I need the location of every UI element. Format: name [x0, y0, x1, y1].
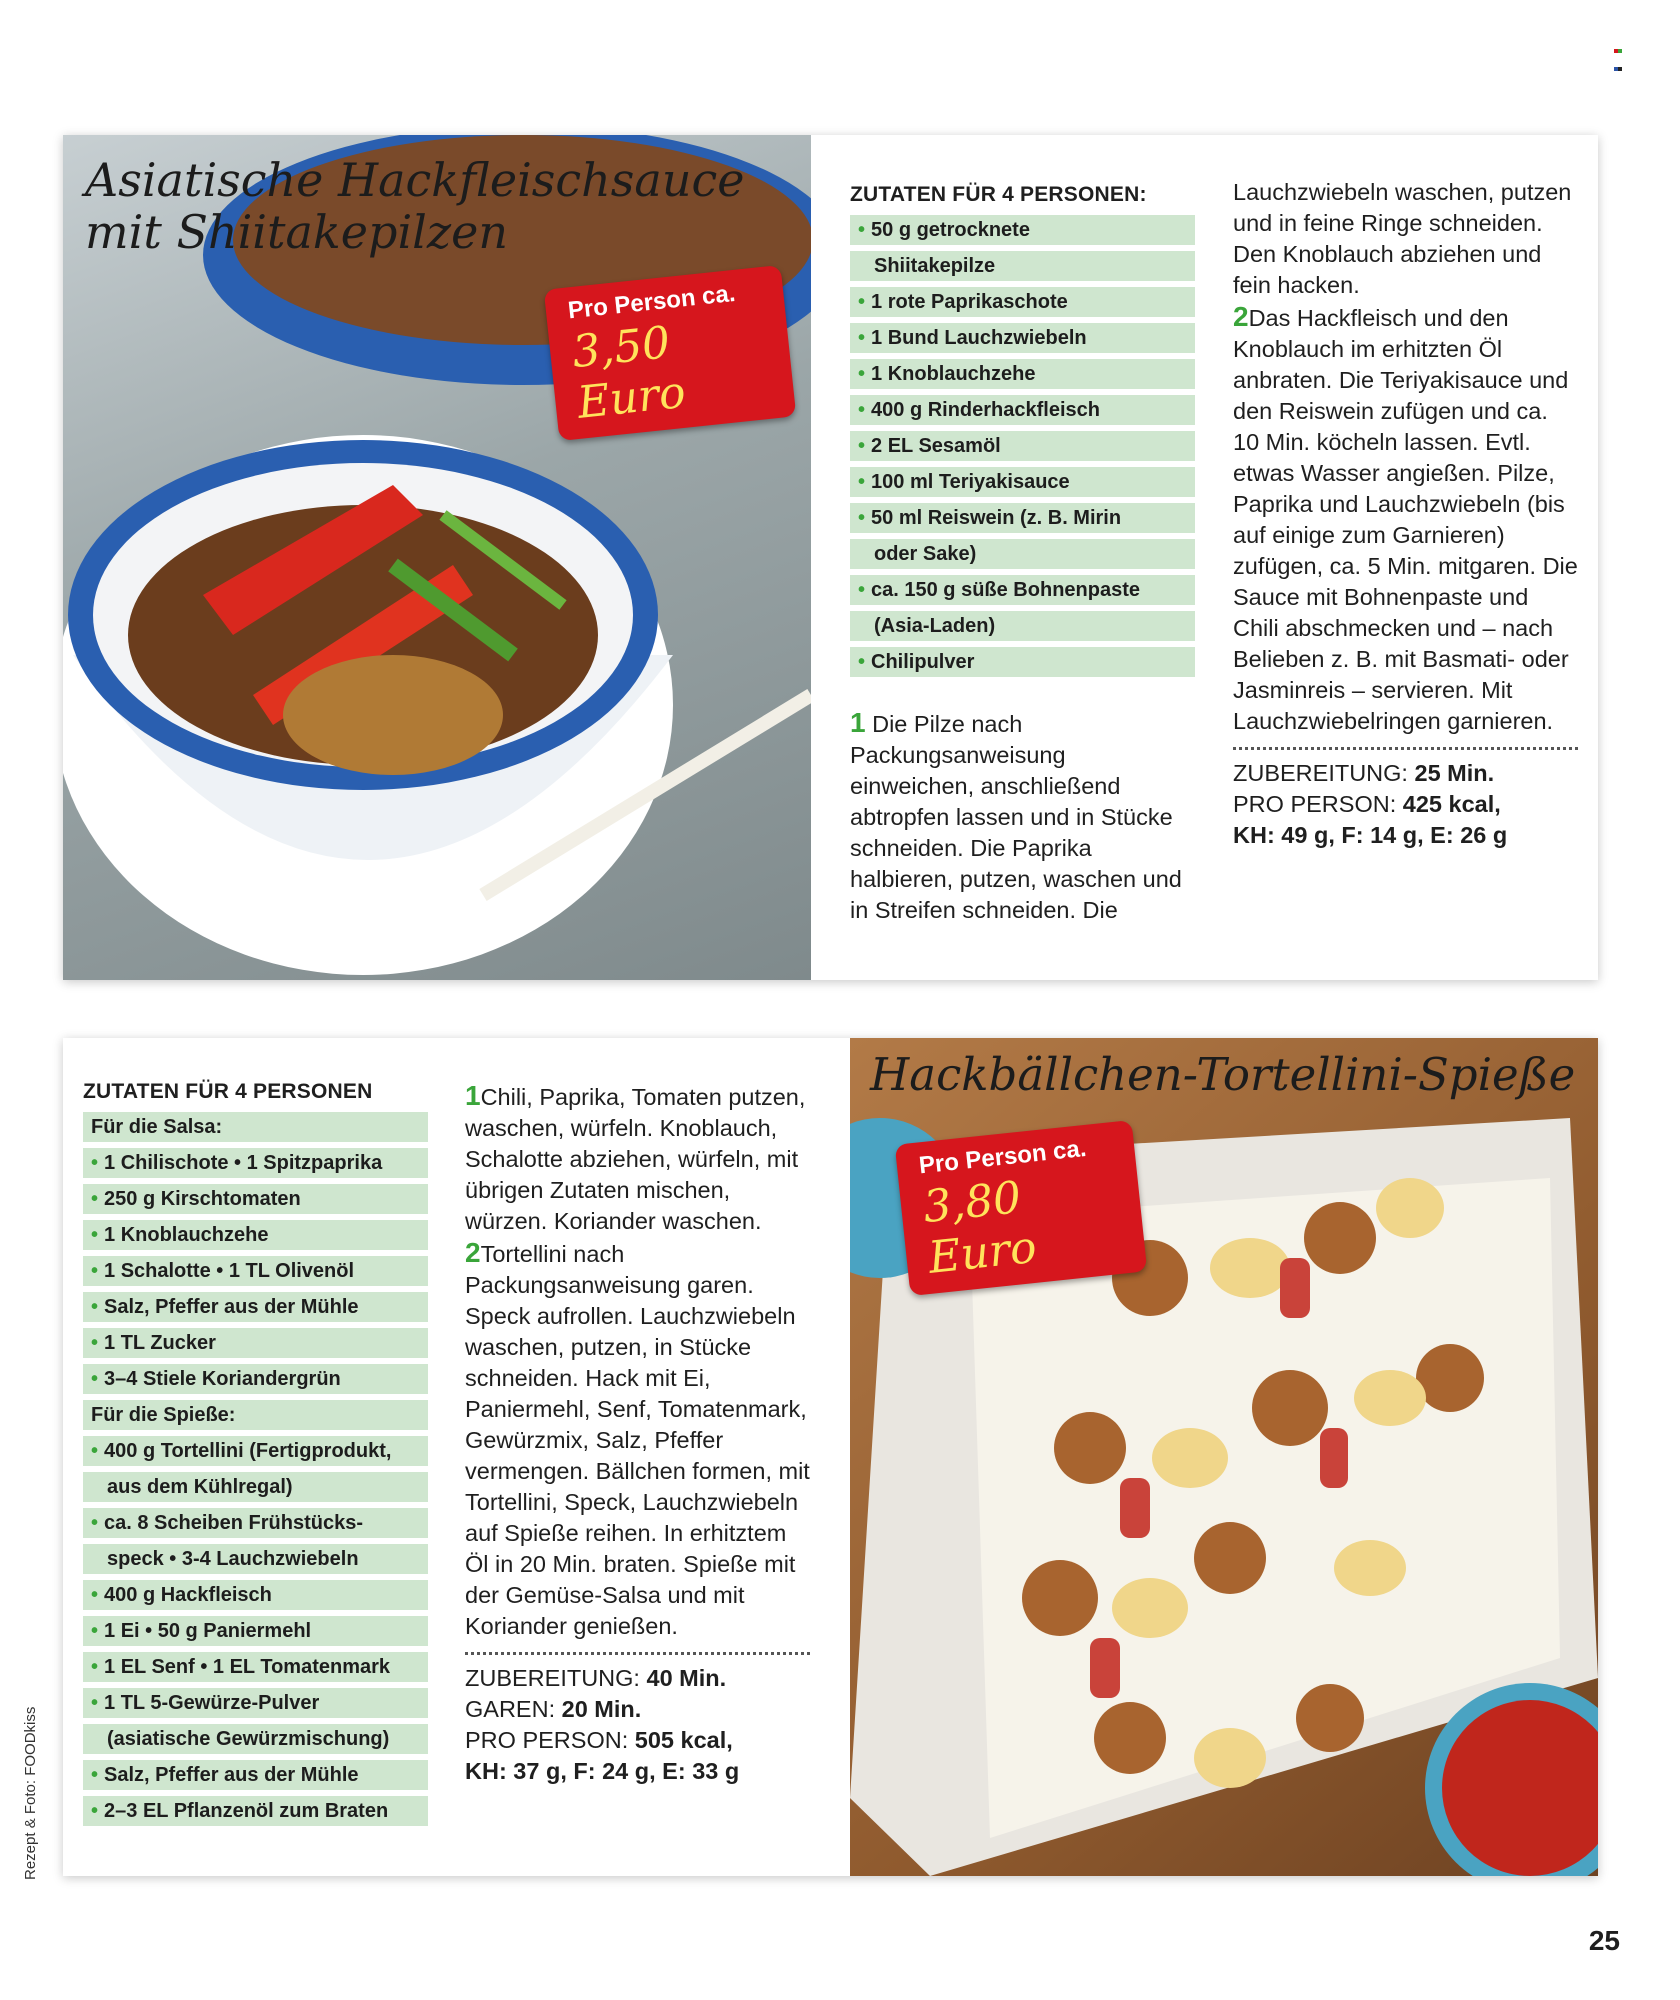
recipe-title-line1: Asiatische Hackfleischsauce: [85, 153, 745, 207]
ingredient-text: • 1 Knoblauchzehe: [871, 362, 1036, 385]
step-number: 1: [465, 1080, 481, 1111]
ingredient-item: [83, 1508, 428, 1538]
ingredients-subheading: [83, 1400, 428, 1430]
ingredient-text: (Asia-Laden): [874, 614, 996, 637]
step-text: Tortellini nach Packungsanweisung garen. Speck aufrollen. Lauchzwiebeln waschen, putzen, in Stücke schneiden. Hack mit Ei, Paniermehl, Senf, Tomatenmark, Gewürzmix, Salz, Pfeffer vermengen. Bällchen formen, mit Tortellini, Speck, Lauchzwiebeln auf Spieße reihen. In erhitztem Öl in 20 Min. braten. Spieße mit der Gemüse-Salsa und mit Koriander genießen.: [465, 1241, 810, 1639]
ingredient-text: • 1 Chilischote • 1 Spitzpaprika: [104, 1151, 383, 1174]
ingredient-text: • 1 TL 5-Gewürze-Pulver: [104, 1691, 320, 1714]
ingredient-item: [83, 1256, 428, 1286]
ingredient-item: [83, 1544, 428, 1574]
ingredient-item: [850, 467, 1195, 497]
ingredients-list: [83, 1112, 428, 1832]
ingredient-text: • 100 ml Teriyakisauce: [871, 470, 1070, 493]
step-1: [850, 707, 1195, 926]
dotted-divider: [1233, 747, 1578, 750]
ingredient-text: aus dem Kühlregal): [107, 1475, 293, 1498]
step-number: 1: [850, 707, 866, 738]
ingredient-item: [83, 1580, 428, 1610]
ingredient-item: [850, 359, 1195, 389]
ingredient-text: • 1 Bund Lauchzwiebeln: [871, 326, 1087, 349]
recipe-photo-spiesse: [850, 1038, 1598, 1876]
recipe-photo-hackfleischsauce: [63, 135, 811, 980]
ingredient-text: • 3–4 Stiele Koriandergrün: [104, 1367, 341, 1390]
ingredient-text: Shiitakepilze: [874, 254, 996, 277]
ingredient-text: • 2 EL Sesamöl: [871, 434, 1001, 457]
price-value: 3,50 Euro: [569, 317, 688, 429]
steps-column: [465, 1080, 810, 1787]
ingredient-item: [83, 1616, 428, 1646]
price-label: Pro Person ca.: [566, 279, 737, 325]
ingredient-text: • 1 Knoblauchzehe: [104, 1223, 269, 1246]
ingredient-item: [83, 1292, 428, 1322]
ingredient-text: • 400 g Tortellini (Fertigprodukt,: [104, 1439, 392, 1462]
dotted-divider: [465, 1652, 810, 1655]
ingredients-subheading: [83, 1112, 428, 1142]
ingredient-text: • 1 TL Zucker: [104, 1331, 216, 1354]
ingredient-text: • 400 g Rinderhackfleisch: [871, 398, 1100, 421]
flag-icon: [1614, 40, 1624, 50]
ingredient-item: [83, 1436, 428, 1466]
ingredient-text: Für die Salsa:: [91, 1115, 223, 1138]
calories: PRO PERSON: 425 kcal,: [1233, 791, 1501, 817]
ingredients-list: [850, 215, 1195, 683]
ingredient-text: • 1 rote Paprikaschote: [871, 290, 1068, 313]
ingredient-item: [83, 1364, 428, 1394]
ingredient-item: [850, 215, 1195, 245]
steps-column: [1233, 177, 1578, 851]
ingredient-text: • 400 g Hackfleisch: [104, 1583, 272, 1606]
ingredient-text: oder Sake): [874, 542, 977, 565]
ingredient-text: (asiatische Gewürzmischung): [107, 1727, 390, 1750]
ingredient-item: [83, 1760, 428, 1790]
cook-time: GAREN: 20 Min.: [465, 1696, 642, 1722]
ingredient-item: [83, 1652, 428, 1682]
ingredient-text: • 50 ml Reiswein (z. B. Mirin: [871, 506, 1122, 529]
ingredient-text: • Chilipulver: [871, 650, 975, 673]
ingredient-text: • Salz, Pfeffer aus der Mühle: [104, 1763, 359, 1786]
ingredient-item: [850, 287, 1195, 317]
price-tag: [895, 1120, 1148, 1296]
ingredient-item: [850, 611, 1195, 641]
price-tag: [544, 265, 797, 441]
recipe-title: Hackbällchen-Tortellini-Spieße: [870, 1048, 1576, 1101]
ingredient-text: • 1 EL Senf • 1 EL Tomatenmark: [104, 1655, 391, 1678]
nutrition: KH: 37 g, F: 24 g, E: 33 g: [465, 1758, 740, 1784]
ingredient-text: • 50 g getrocknete: [871, 218, 1030, 241]
nutrition: KH: 49 g, F: 14 g, E: 26 g: [1233, 822, 1508, 848]
price-label: Pro Person ca.: [917, 1134, 1088, 1180]
step-number: 2: [465, 1237, 481, 1268]
ingredient-item: [850, 539, 1195, 569]
photo-credit: Rezept & Foto: FOODkiss: [22, 1706, 39, 1880]
ingredient-item: [850, 431, 1195, 461]
ingredient-item: [83, 1328, 428, 1358]
ingredients-title: ZUTATEN FÜR 4 PERSONEN:: [850, 183, 1147, 206]
ingredient-text: • 1 Schalotte • 1 TL Olivenöl: [104, 1259, 355, 1282]
ingredient-text: • 250 g Kirschtomaten: [104, 1187, 301, 1210]
ingredient-item: [83, 1220, 428, 1250]
ingredient-text: speck • 3-4 Lauchzwiebeln: [107, 1547, 359, 1570]
recipe-card-hackfleischsauce: [63, 135, 1598, 980]
step-number: 2: [1233, 301, 1249, 332]
prep-time: ZUBEREITUNG: 40 Min.: [465, 1665, 727, 1691]
ingredient-item: [850, 395, 1195, 425]
ingredient-item: [83, 1184, 428, 1214]
price-value: 3,80 Euro: [920, 1172, 1039, 1284]
ingredient-text: Für die Spieße:: [91, 1403, 236, 1426]
ingredient-item: [850, 251, 1195, 281]
ingredient-item: [850, 323, 1195, 353]
step-text-continued: Lauchzwiebeln waschen, putzen und in feine Ringe schneiden. Den Knoblauch abziehen und fein hacken.: [1233, 179, 1572, 298]
ingredients-title: ZUTATEN FÜR 4 PERSONEN: [83, 1080, 373, 1103]
ingredient-item: [850, 575, 1195, 605]
page-number: 25: [1588, 1925, 1620, 1956]
ingredient-text: • 1 Ei • 50 g Paniermehl: [104, 1619, 312, 1642]
ingredient-text: • ca. 150 g süße Bohnenpaste: [871, 578, 1140, 601]
calories: PRO PERSON: 505 kcal,: [465, 1727, 733, 1753]
ingredient-item: [83, 1724, 428, 1754]
bowl-illustration: [63, 135, 811, 980]
recipe-title-line2: mit Shiitakepilzen: [85, 204, 508, 259]
ingredient-text: • Salz, Pfeffer aus der Mühle: [104, 1295, 359, 1318]
step-text: Das Hackfleisch und den Knoblauch im erhitzten Öl anbraten. Die Teriyakisauce und den Reiswein zufügen und ca. 10 Min. köcheln lassen. Evtl. etwas Wasser angießen. Pilze, Paprika und Lauchzwiebeln (bis auf einige zum Garnieren) zufügen, ca. 5 Min. mitgaren. Die Sauce mit Bohnenpaste und Chili abschmecken und – nach Belieben z. B. mit Basmati- oder Jasminreis – servieren. Mit Lauchzwiebelringen garnieren.: [1233, 305, 1578, 734]
recipe-title: [85, 155, 744, 258]
ingredient-item: [850, 647, 1195, 677]
step-text: Chili, Paprika, Tomaten putzen, waschen, würfeln. Knoblauch, Schalotte abziehen, würfeln, mit übrigen Zutaten mischen, würzen. Koriander waschen.: [465, 1084, 806, 1234]
step-text: Die Pilze nach Packungsanweisung einweichen, anschließend abtropfen lassen und in Stücke schneiden. Die Paprika halbieren, putzen, waschen und in Streifen schneiden. Die: [850, 711, 1182, 923]
ingredient-item: [850, 503, 1195, 533]
ingredient-text: • 2–3 EL Pflanzenöl zum Braten: [104, 1799, 389, 1822]
ingredient-item: [83, 1688, 428, 1718]
ingredient-item: [83, 1148, 428, 1178]
ingredient-text: • ca. 8 Scheiben Frühstücks-: [104, 1511, 363, 1534]
ingredient-item: [83, 1796, 428, 1826]
recipe-card-spiesse: [63, 1038, 1598, 1876]
prep-time: ZUBEREITUNG: 25 Min.: [1233, 760, 1495, 786]
ingredient-item: [83, 1472, 428, 1502]
